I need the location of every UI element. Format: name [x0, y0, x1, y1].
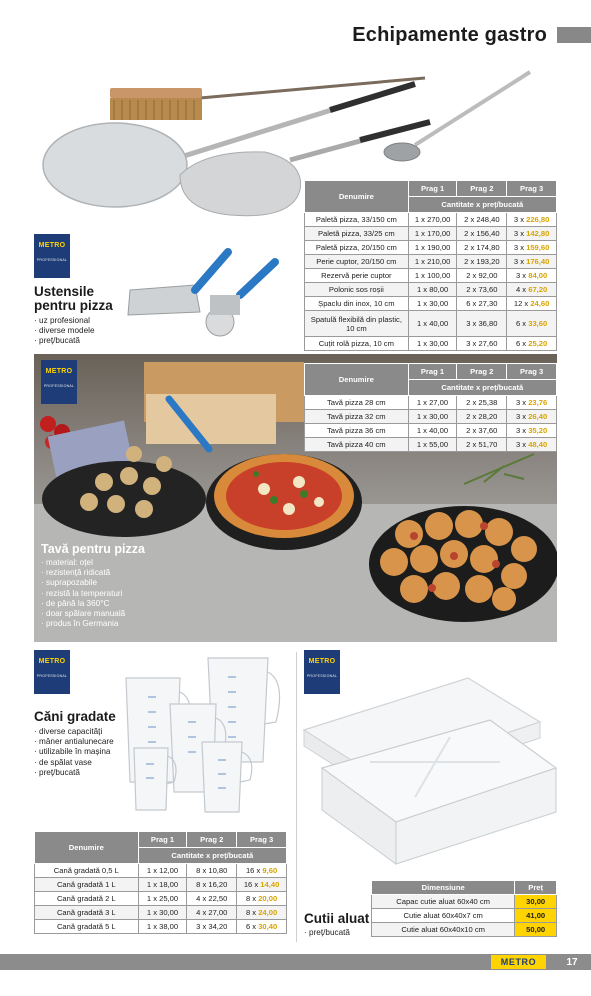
table-row: Cutie aluat 60x40x7 cm 41,00 [372, 909, 557, 923]
cani-bullets [34, 727, 134, 778]
bullet: · rezistență ridicată [41, 568, 161, 578]
tava-info [41, 542, 161, 629]
table-row: Paletă pizza, 33/25 cm 1 x 170,00 2 x 156,40 3 x 142,80 [305, 227, 557, 241]
bullet: · preț/bucată [34, 336, 134, 346]
bullet: · doar spălare manuală [41, 609, 161, 619]
page-number: 17 [566, 956, 578, 968]
col-header-prag3: Prag 3 [237, 832, 287, 848]
cutii-title: Cutii aluat [304, 911, 370, 926]
col-header-prag1: Prag 1 [138, 832, 187, 848]
table-row: Cană gradată 5 L 1 x 38,00 3 x 34,20 6 x 30,40 [35, 920, 287, 934]
table-row: Polonic sos roșii 1 x 80,00 2 x 73,60 4 x 67,20 [305, 283, 557, 297]
metro-professional-badge: METRO PROFESSIONAL [34, 650, 70, 694]
col-header-prag3: Prag 3 [507, 181, 557, 197]
table-row: Cană gradată 2 L 1 x 25,00 4 x 22,50 8 x 20,00 [35, 892, 287, 906]
pizza-cutter-illustration [206, 262, 275, 336]
table-row: Rezervă perie cuptor 1 x 100,00 2 x 92,00 3 x 84,00 [305, 269, 557, 283]
col-header-prag1: Prag 1 [408, 364, 457, 380]
table-row: Spatulă flexibilă din plastic, 10 cm 1 x 40,00 3 x 36,80 6 x 33,60 [305, 311, 557, 337]
table-row: Paletă pizza, 20/150 cm 1 x 190,00 2 x 174,80 3 x 159,60 [305, 241, 557, 255]
metro-professional-badge: METRO PROFESSIONAL [304, 650, 340, 694]
bullet: · mâner antialunecare [34, 737, 134, 747]
table-row: Tavă pizza 40 cm 1 x 55,00 2 x 51,70 3 x 48,40 [305, 438, 557, 452]
table-row: Cană gradată 3 L 1 x 30,00 4 x 27,00 8 x 24,00 [35, 906, 287, 920]
table-row: Perie cuptor, 20/150 cm 1 x 210,00 2 x 193,20 3 x 176,40 [305, 255, 557, 269]
bullet: · preț/bucată [34, 768, 134, 778]
table-row: Tavă pizza 28 cm 1 x 27,00 2 x 25,38 3 x 23,76 [305, 396, 557, 410]
metro-professional-badge: METRO PROFESSIONAL [34, 234, 70, 278]
col-header-name: Denumire [305, 181, 409, 213]
col-header-prag2: Prag 2 [187, 832, 237, 848]
cutii-bullets [304, 928, 374, 938]
page-title: Echipamente gastro [352, 24, 547, 46]
tava-price-table [304, 363, 557, 452]
metro-professional-badge: METRO PROFESSIONAL [41, 360, 77, 404]
ustensile-title-line2: pentru pizza [34, 298, 113, 313]
dough-boxes-image [300, 672, 558, 872]
col-subheader: Cantitate x preț/bucată [408, 197, 556, 213]
table-row: Cutie aluat 60x40x10 cm 50,00 [372, 923, 557, 937]
tava-title: Tavă pentru pizza [41, 542, 145, 556]
cutii-info [304, 912, 374, 938]
section-divider [296, 652, 297, 942]
bullet: · diverse modele [34, 326, 134, 336]
table-row: Cană gradată 0,5 L 1 x 12,00 8 x 10,80 16 x 9,60 [35, 864, 287, 878]
table-row: Cuțit rolă pizza, 10 cm 1 x 30,00 3 x 27,60 6 x 25,20 [305, 337, 557, 351]
table-row: Tavă pizza 36 cm 1 x 40,00 2 x 37,60 3 x 35,20 [305, 424, 557, 438]
col-header-prag2: Prag 2 [457, 364, 507, 380]
bullet: · de până la 360°C [41, 599, 161, 609]
ustensile-price-table [304, 180, 557, 351]
title-accent-bar [557, 27, 591, 43]
col-header-prag3: Prag 3 [507, 364, 557, 380]
col-header-prag1: Prag 1 [408, 181, 457, 197]
table-row: Paletă pizza, 33/150 cm 1 x 270,00 2 x 248,40 3 x 226,80 [305, 213, 557, 227]
metro-logo: METRO [491, 955, 546, 969]
col-header-prag2: Prag 2 [457, 181, 507, 197]
table-row: Capac cutie aluat 60x40 cm 30,00 [372, 895, 557, 909]
table-row: Cană gradată 1 L 1 x 18,00 8 x 16,20 16 x 14,40 [35, 878, 287, 892]
bullet: · material: oțel [41, 558, 161, 568]
bullet: · de spălat vase [34, 758, 134, 768]
cani-price-table [34, 831, 287, 934]
col-subheader: Cantitate x preț/bucată [138, 848, 286, 864]
bullet: · utilizabile în mașina [34, 747, 134, 757]
bullet: · produs în Germania [41, 619, 161, 629]
ustensile-info [34, 285, 134, 347]
measuring-jugs-image [118, 652, 288, 817]
table-row: Șpaclu din inox, 10 cm 1 x 30,00 6 x 27,30 12 x 24,60 [305, 297, 557, 311]
oven-brush-illustration [110, 78, 425, 120]
bullet: · diverse capacități [34, 727, 134, 737]
tava-bullets [41, 558, 161, 629]
bullet: · preț/bucată [304, 928, 374, 938]
ustensile-title-line1: Ustensile [34, 284, 95, 299]
cani-info [34, 710, 134, 778]
table-row: Tavă pizza 32 cm 1 x 30,00 2 x 28,20 3 x 26,40 [305, 410, 557, 424]
col-subheader: Cantitate x preț/bucată [408, 380, 556, 396]
cutii-price-table [371, 880, 557, 937]
cani-title: Căni gradate [34, 709, 116, 724]
col-header-name: Denumire [35, 832, 139, 864]
col-header-dimensiune: Dimensiune [372, 881, 515, 895]
col-header-pret: Preț [515, 881, 557, 895]
bullet: · suprapozabile [41, 578, 161, 588]
bullet: · rezistă la temperaturi [41, 589, 161, 599]
bullet: · uz profesional [34, 316, 134, 326]
col-header-name: Denumire [305, 364, 409, 396]
ustensile-bullets [34, 316, 134, 347]
